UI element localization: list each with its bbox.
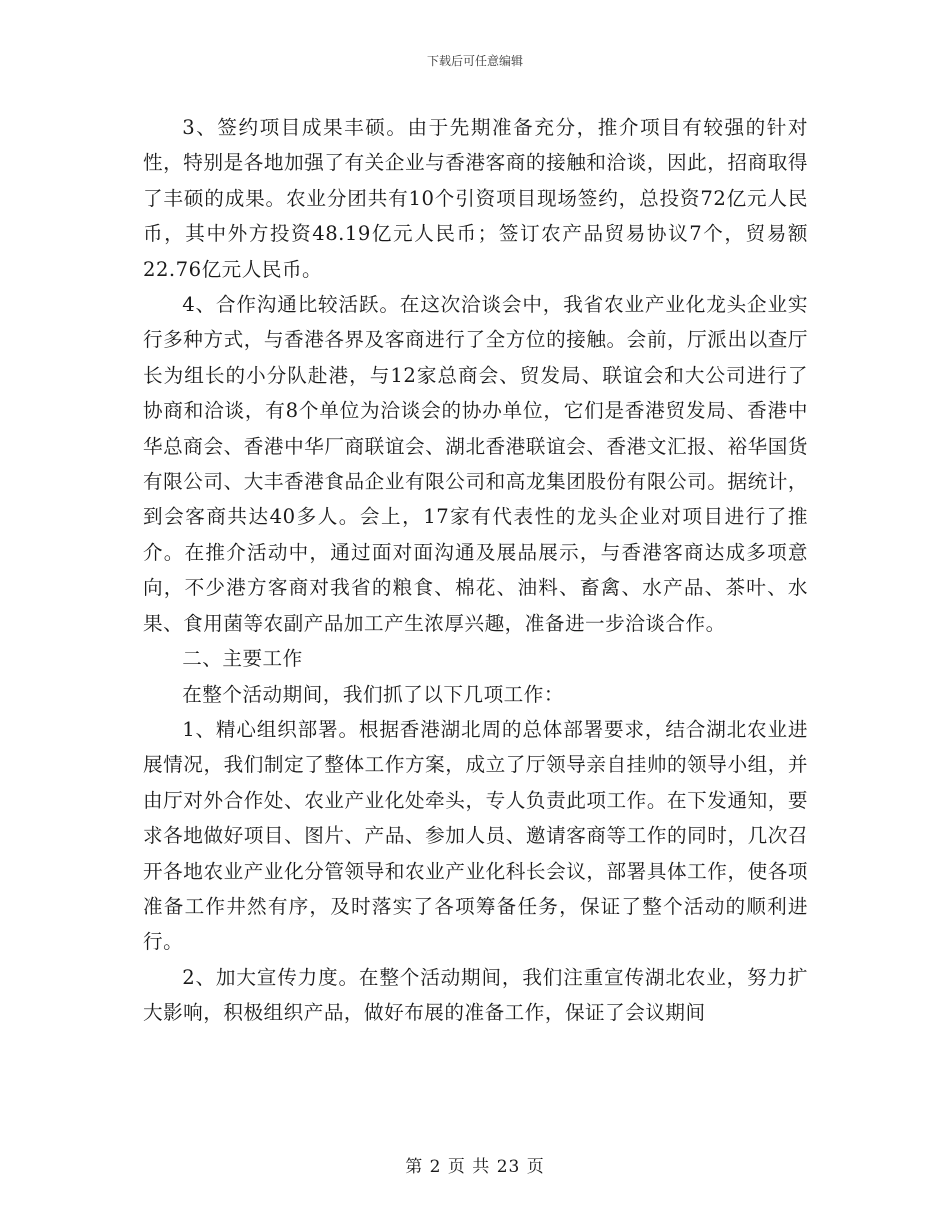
- paragraph-cooperation: 4、合作沟通比较活跃。在这次洽谈会中，我省农业产业化龙头企业实行多种方式，与香港各界及客商进行了全方位的接触。会前，厅派出以查厅长为组长的小分队赴港，与12家总商会、贸发局、联谊会和大公司进行了协商和洽谈，有8个单位为洽谈会的协办单位，它们是香港贸发局、香港中华总商会、香港中华厂商联谊会、湖北香港联谊会、香港文汇报、裕华国货有限公司、大丰香港食品企业有限公司和高龙集团股份有限公司。据统计，到会客商共达40多人。会上，17家有代表性的龙头企业对项目进行了推介。在推介活动中，通过面对面沟通及展品展示，与香港客商达成多项意向，不少港方客商对我省的粮食、棉花、油料、畜禽、水产品、茶叶、水果、食用菌等农副产品加工产生浓厚兴趣，准备进一步洽谈合作。: [143, 293, 808, 635]
- document-body: [143, 110, 808, 1031]
- paragraph-intro: 在整个活动期间，我们抓了以下几项工作：: [182, 682, 564, 706]
- page-number: 第 2 页 共 23 页: [405, 1157, 545, 1177]
- paragraph-publicity: 2、加大宣传力度。在整个活动期间，我们注重宣传湖北农业，努力扩大影响，积极组织产品，做好布展的准备工作，保证了会议期间: [143, 965, 808, 1025]
- page-header-note: 下载后可任意编辑: [426, 54, 523, 68]
- paragraph-signing-results: 3、签约项目成果丰硕。由于先期准备充分，推介项目有较强的针对性，特别是各地加强了有关企业与香港客商的接触和洽谈，因此，招商取得了丰硕的成果。农业分团共有10个引资项目现场签约，总投资72亿元人民币，其中外方投资48.19亿元人民币；签订农产品贸易协议7个，贸易额22.76亿元人民币。: [143, 116, 808, 281]
- section-heading-main-work: 二、主要工作: [182, 647, 303, 671]
- paragraph-organization: 1、精心组织部署。根据香港湖北周的总体部署要求，结合湖北农业进展情况，我们制定了整体工作方案，成立了厅领导亲自挂帅的领导小组，并由厅对外合作处、农业产业化处牵头，专人负责此项工作。在下发通知，要求各地做好项目、图片、产品、参加人员、邀请客商等工作的同时，几次召开各地农业产业化分管领导和农业产业化科长会议，部署具体工作，使各项准备工作井然有序，及时落实了各项筹备任务，保证了整个活动的顺利进行。: [143, 717, 808, 954]
